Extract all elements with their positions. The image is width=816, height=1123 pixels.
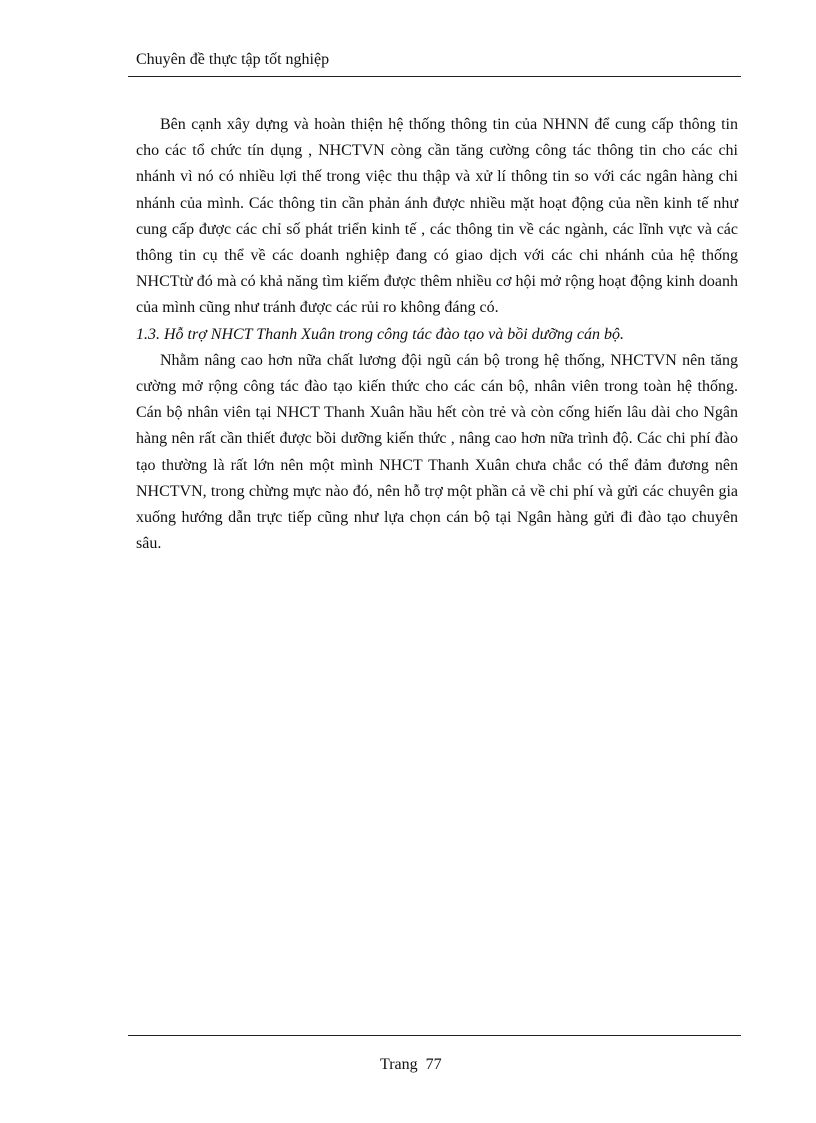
page-label: Trang — [380, 1056, 418, 1073]
page-header-title: Chuyên đề thực tập tốt nghiệp — [136, 51, 330, 68]
document-body — [136, 112, 738, 557]
header-divider — [128, 76, 741, 77]
body-paragraph-1: Bên cạnh xây dựng và hoàn thiện hệ thống thông tin của NHNN để cung cấp thông tin cho các tổ chức tín dụng , NHCTVN còng cần tăng cường công tác thông tin cho các chi nhánh vì nó có nhiều lợi thế trong việc thu thập và xử lí thông tin so với các ngân hàng chi nhánh của mình. Các thông tin cần phản ánh được nhiều mặt hoạt động của nền kinh tế như cung cấp được các chỉ số phát triển kinh tế , các thông tin về các ngành, các lĩnh vực và các thông tin cụ thể về các doanh nghiệp đang có giao dịch với các chi nhánh của hệ thống NHCTtừ đó mà có khả năng tìm kiếm được thêm nhiều cơ hội mở rộng hoạt động kinh doanh của mình cũng như tránh được các rủi ro không đáng có. — [136, 116, 738, 317]
body-paragraph-2: Nhằm nâng cao hơn nữa chất lương đội ngũ cán bộ trong hệ thống, NHCTVN nên tăng cường mở rộng công tác đào tạo kiến thức cho các cán bộ, nhân viên trong toàn hệ thống. Cán bộ nhân viên tại NHCT Thanh Xuân hầu hết còn trẻ và còn cống hiến lâu dài cho Ngân hàng nên rất cần thiết được bồi dưỡng kiến thức , nâng cao hơn nữa trình độ. Các chi phí đào tạo thường là rất lớn nên một mình NHCT Thanh Xuân chưa chắc có thể đảm đương nên NHCTVN, trong chừng mực nào đó, nên hỗ trợ một phần cả về chi phí và gửi các chuyên gia xuống hướng dẫn trực tiếp cũng như lựa chọn cán bộ tại Ngân hàng gửi đi đào tạo chuyên sâu. — [136, 351, 738, 553]
section-heading: 1.3. Hỗ trợ NHCT Thanh Xuân trong công tác đào tạo và bồi dưỡng cán bộ. — [136, 325, 625, 343]
page-number: 77 — [425, 1056, 442, 1073]
page-footer — [380, 1055, 442, 1075]
footer-divider — [128, 1035, 741, 1036]
